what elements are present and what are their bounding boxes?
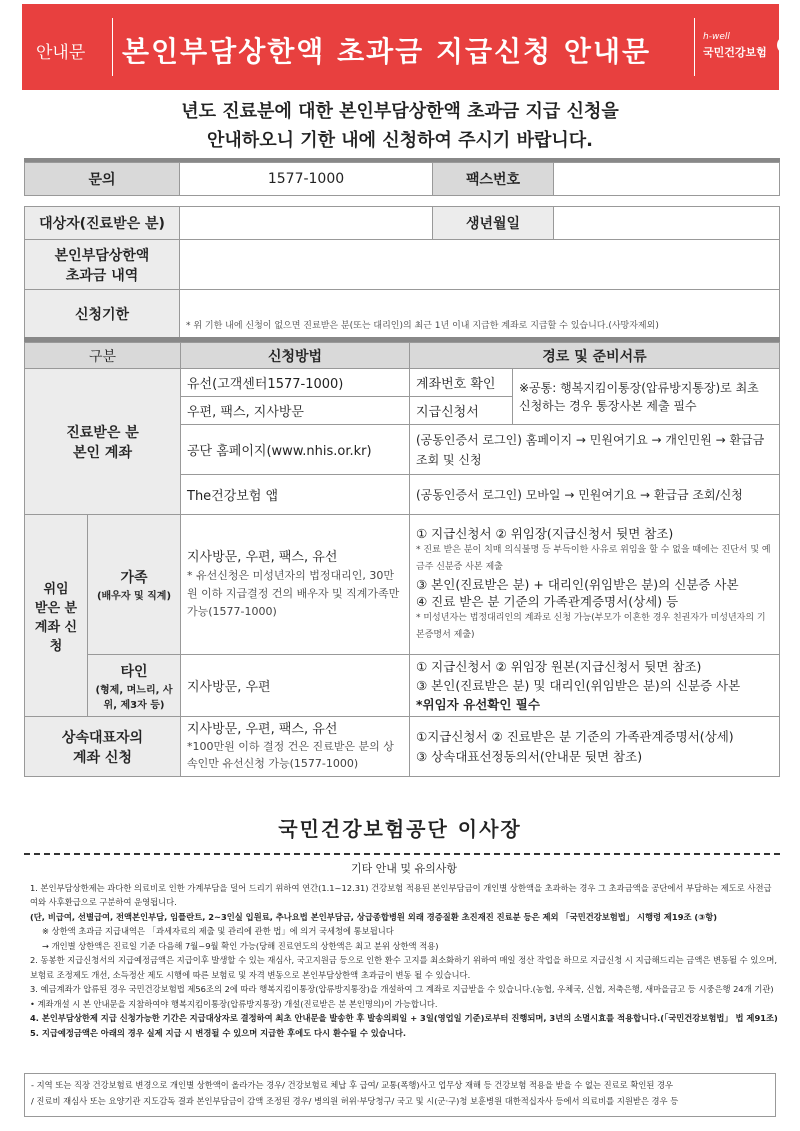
self-account-label: 진료받은 분 본인 계좌 [25,369,181,515]
divider [694,18,695,76]
family-docs-note-1: * 진료 받은 분이 치매 의식불명 등 부득이한 사유로 위임을 할 수 없을 때에는 진단서 및 예금주 신분증 사본 제출 [416,545,771,572]
family-docs-3: ④ 진료 받은 분 기준의 가족관계증명서(상세) 등 [416,594,679,609]
self-method-web: 공단 홈페이지(www.nhis.or.kr) [181,425,410,475]
dashed-divider [24,853,780,855]
logo-mark-icon [777,36,795,54]
heir-method: 지사방문, 우편, 팩스, 유선 [187,722,338,737]
note-3: 3. 예금계좌가 압류된 경우 국민건강보험법 제56조의 2에 따라 행복지킴이통장(압류방지통장)을 개설하여 그 계좌로 지급받을 수 있습니다.(농협, 우체국, 신협, 저축은행, 새마을금고 등 시중은행 24개 기관) • 계좌개설 시 본 안내문을 지참하여야 행복지킴이통장(압류방지통장) 개설(진료받은 분 본인명의)이 가능합니다. [30,984,774,1009]
application-method-table [24,342,780,777]
notes-title: 기타 안내 및 유의사항 [350,862,458,875]
note-1c: ※ 상한액 초과금 지급내역은 「과세자료의 제출 및 관리에 관한 법」에 의거 국세청에 통보됩니다 [42,926,394,936]
issuer-signature: 국민건강보험공단 이사장 [278,817,522,841]
inquiry-value: 1577-1000 [180,163,433,196]
family-docs-2: ③ 본인(진료받은 분) + 대리인(위임받은 분)의 신분증 사본 [416,577,739,592]
self-app-route: (공동인증서 로그인) 모바일 → 민원여기요 → 환급금 조회/신청 [410,475,780,515]
note-1d: → 개인별 상한액은 진료일 기준 다음해 7월~9월 확인 가능(당해 진료연도의 상한액은 최고 분위 상한액 적용) [42,940,439,951]
other-docs-1: ① 지급신청서 ② 위임장 원본(지급신청서 뒷면 참조) [416,659,702,674]
note-5: 5. 지급예정금액은 아래의 경우 실제 지급 시 변경될 수 있으며 지급한 후에도 다시 환수될 수 있습니다. [30,1027,406,1038]
self-web-route: (공동인증서 로그인) 홈페이지 → 민원여기요 → 개인민원 → 환급금 조회 및 신청 [410,425,780,475]
heir-account-label: 상속대표자의 계좌 신청 [25,717,181,777]
docs-application-form: 지급신청서 [410,397,513,425]
deadline-note: * 위 기한 내에 신청이 없으면 진료받은 분(또는 대리인)의 최근 1년 이내 지급한 계좌로 지급할 수 있습니다.(사망자제외) [186,321,659,331]
self-method-app: The건강보험 앱 [181,475,410,515]
doc-type-tag: 안내문 [36,43,86,63]
birth-value [554,207,780,240]
col-method: 신청방법 [181,343,410,369]
family-docs-note-2: * 미성년자는 법정대리인의 계좌로 신청 가능(부모가 이혼한 경우 친권자가 미성년자의 기본증명서 제출) [416,613,766,640]
target-value [180,207,433,240]
heir-docs-2: ③ 상속대표선정동의서(안내문 뒷면 참조) [416,748,643,764]
self-method-mail: 우편, 팩스, 지사방문 [181,397,410,425]
detail-label: 본인부담상한액 초과금 내역 [25,240,180,290]
self-method-phone: 유선(고객센터1577-1000) [181,369,410,397]
notes-section [30,862,778,1040]
inquiry-label: 문의 [25,163,180,196]
recovery-case-line-1: - 지역 또는 직장 건강보험료 변경으로 개인별 상한액이 올라가는 경우/ 건강보험료 체납 후 급여/ 교통(폭행)사고 업무상 재해 등 건강보험 적용을 받을 수 없는 진료로 확인된 경우 [31,1080,674,1090]
family-label: 가족 (배우자 및 직계) [88,515,181,655]
recovery-cases-box [24,1073,776,1117]
col-category: 구분 [25,343,181,369]
header-banner [22,4,779,90]
note-1b: (단, 비급여, 선별급여, 전액본인부담, 임플란트, 2~3인실 입원료, 추나요법 본인부담금, 상급종합병원 외래 경증질환 초진재진 진료분 등은 제외 「국민건강보험법」 시행령 제19조 (③항) [30,911,717,922]
family-method-note: * 유선신청은 미성년자의 법정대리인, 30만원 이하 지급결정 건의 배우자 및 직계가족만 가능(1577-1000) [187,568,400,618]
other-docs-3: *위임자 유선확인 필수 [416,697,540,712]
target-label: 대상자(진료받은 분) [25,207,180,240]
docs-common-note: ※공통: 행복지킴이통장(압류방지통장)로 최초 신청하는 경우 통장사본 제출 필수 [513,369,780,425]
info-table [24,162,780,338]
page-title: 본인부담상한액 초과금 지급신청 안내문 [122,35,652,68]
deadline-label: 신청기한 [25,290,180,338]
divider [112,18,113,76]
note-1: 1. 본인부담상한제는 과다한 의료비로 인한 가계부담을 덜어 드리기 위하여 연간(1.1~12.31) 건강보험 적용된 본인부담금이 개인별 상한액을 초과하는 경우 그 초과금액을 공단에서 부담하는 제도로 사전급여와 사후환급으로 구분하여 운영됩니다. [30,882,772,907]
heir-docs-1: ①지급신청서 ② 진료받은 분 기준의 가족관계증명서(상세) [416,728,734,744]
family-method: 지사방문, 우편, 팩스, 유선 [187,549,338,565]
note-4: 4. 본인부담상한제 지급 신청가능한 기간은 지급대상자로 결정하여 최초 안내문을 발송한 후 발송의뢰일 + 3일(영업일 기준)로부터 진행되며, 3년의 소멸시효를 적용합니다.(「국민건강보험법」 법 제91조) [30,1013,778,1023]
docs-account-check: 계좌번호 확인 [410,369,513,397]
other-method: 지사방문, 우편 [181,655,410,717]
col-route: 경로 및 준비서류 [410,343,780,369]
nhis-logo: h-well 국민건강보험 [703,32,767,60]
family-docs-1: ① 지급신청서 ② 위임장(지급신청서 뒷면 참조) [416,526,674,541]
note-2: 2. 동봉한 지급신청서의 지급예정금액은 지급이후 발생할 수 있는 재심사, 국고지원금 등으로 인한 환수 고지를 최소화하기 위하여 매일 정산 작업을 하므로 지급신청 시 지급해드리는 금액은 변동될 수 있으며, 보험료 조정제도 개선, 소득정산 제도 시행에 따른 보험료 및 자격 변동으로 본인부담상한액 초과금이 변동 될 수 있습니다. [30,955,777,980]
fax-label: 팩스번호 [433,163,554,196]
intro-text: 년도 진료분에 대한 본인부담상한액 초과금 지급 신청을 안내하오니 기한 내에 신청하여 주시기 바랍니다. [181,101,619,151]
fax-value [554,163,780,196]
other-docs-2: ③ 본인(진료받은 분) 및 대리인(위임받은 분)의 신분증 사본 [416,678,741,693]
other-label: 타인 (형제, 며느리, 사위, 제3자 등) [88,655,181,717]
recovery-case-line-2: / 진료비 재심사 또는 요양기관 지도감독 결과 본인부담금이 감액 조정된 경우/ 병의원 허위·부당청구/ 국고 및 시(군·구)청 보훈병원 대한적십자사 등에서 의료비를 지원받은 경우 등 [31,1096,679,1106]
detail-value [180,240,780,290]
heir-method-note: *100만원 이하 결정 건은 진료받은 분의 상속인만 유선신청 가능(1577-1000) [187,740,394,770]
birth-label: 생년월일 [433,207,554,240]
delegate-account-label: 위임 받은 분 계좌 신청 [25,515,88,717]
